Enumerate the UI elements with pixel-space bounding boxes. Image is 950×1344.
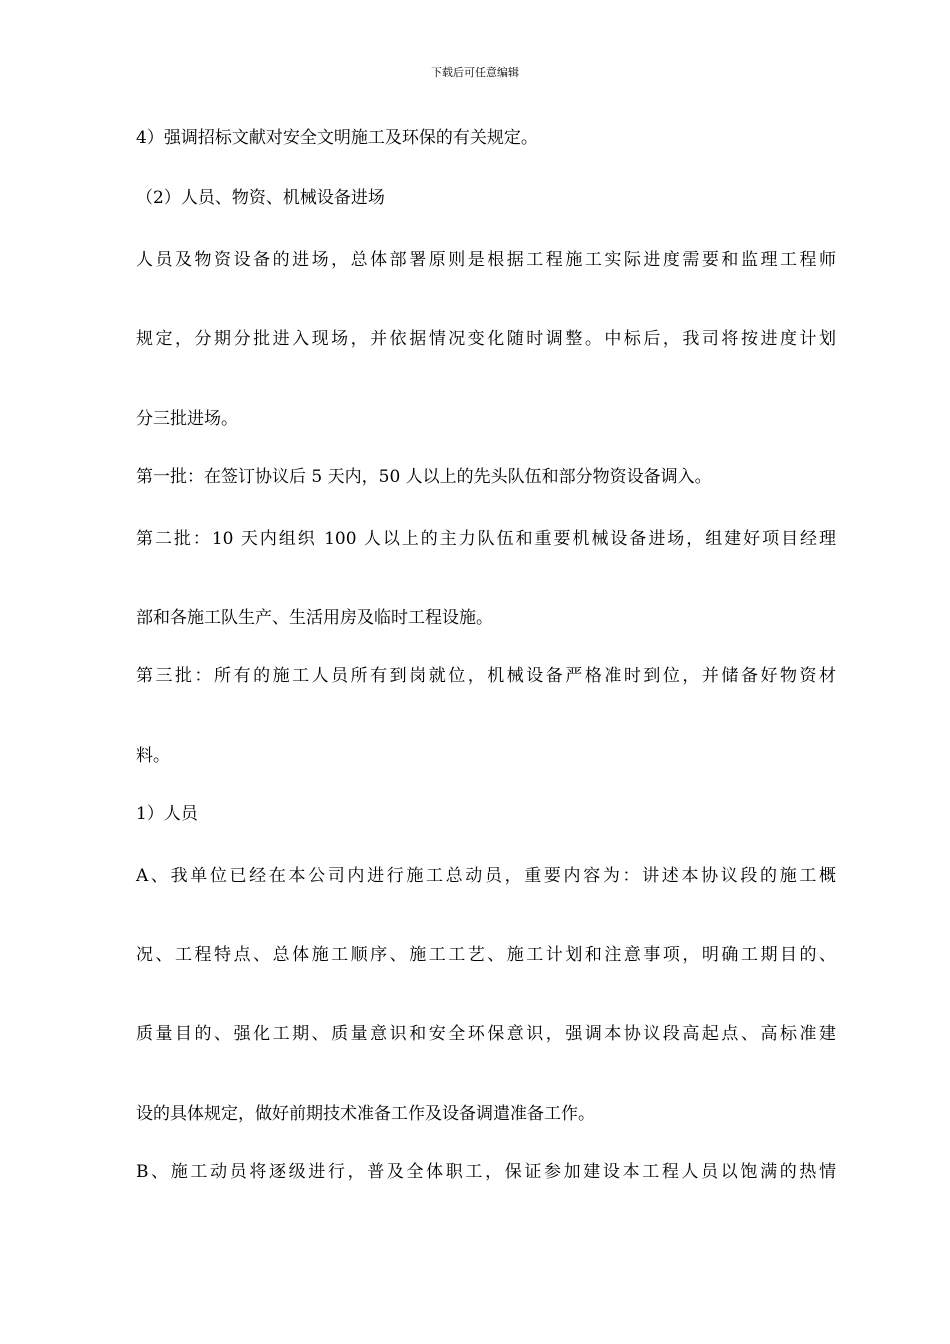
paragraph-line: 人员及物资设备的进场，总体部署原则是根据工程施工实际进度需要和监理工程师 bbox=[136, 250, 836, 270]
paragraph-line: 规定，分期分批进入现场，并依据情况变化随时调整。中标后，我司将按进度计划 bbox=[136, 329, 836, 349]
paragraph-line: 料。 bbox=[136, 746, 170, 766]
paragraph-line: 质量目的、强化工期、质量意识和安全环保意识，强调本协议段高起点、高标准建 bbox=[136, 1024, 836, 1044]
paragraph-line: 部和各施工队生产、生活用房及临时工程设施。 bbox=[136, 608, 493, 628]
paragraph-third-batch: 第三批：所有的施工人员所有到岗就位，机械设备严格准时到位，并储备好物资材 bbox=[136, 666, 836, 686]
paragraph-line: 分三批进场。 bbox=[136, 409, 238, 429]
page-header: 下载后可任意编辑 bbox=[431, 66, 519, 79]
paragraph-first-batch: 第一批：在签订协议后 5 天内，50 人以上的先头队伍和部分物资设备调入。 bbox=[136, 467, 712, 487]
section-heading-mobilization: （2）人员、物资、机械设备进场 bbox=[136, 188, 385, 208]
subheading-personnel: 1）人员 bbox=[136, 804, 198, 824]
paragraph-item-b: B、施工动员将逐级进行，普及全体职工，保证参加建设本工程人员以饱满的热情 bbox=[136, 1162, 836, 1182]
paragraph-line: 况、工程特点、总体施工顺序、施工工艺、施工计划和注意事项，明确工期目的、 bbox=[136, 945, 836, 965]
paragraph-line: 设的具体规定，做好前期技术准备工作及设备调遣准备工作。 bbox=[136, 1104, 595, 1124]
paragraph-second-batch: 第二批：10 天内组织 100 人以上的主力队伍和重要机械设备进场，组建好项目经理 bbox=[136, 529, 836, 549]
paragraph-item-a: A、我单位已经在本公司内进行施工总动员，重要内容为：讲述本协议段的施工概 bbox=[136, 866, 836, 886]
paragraph-safety-rules: 4）强调招标文献对安全文明施工及环保的有关规定。 bbox=[136, 128, 538, 148]
